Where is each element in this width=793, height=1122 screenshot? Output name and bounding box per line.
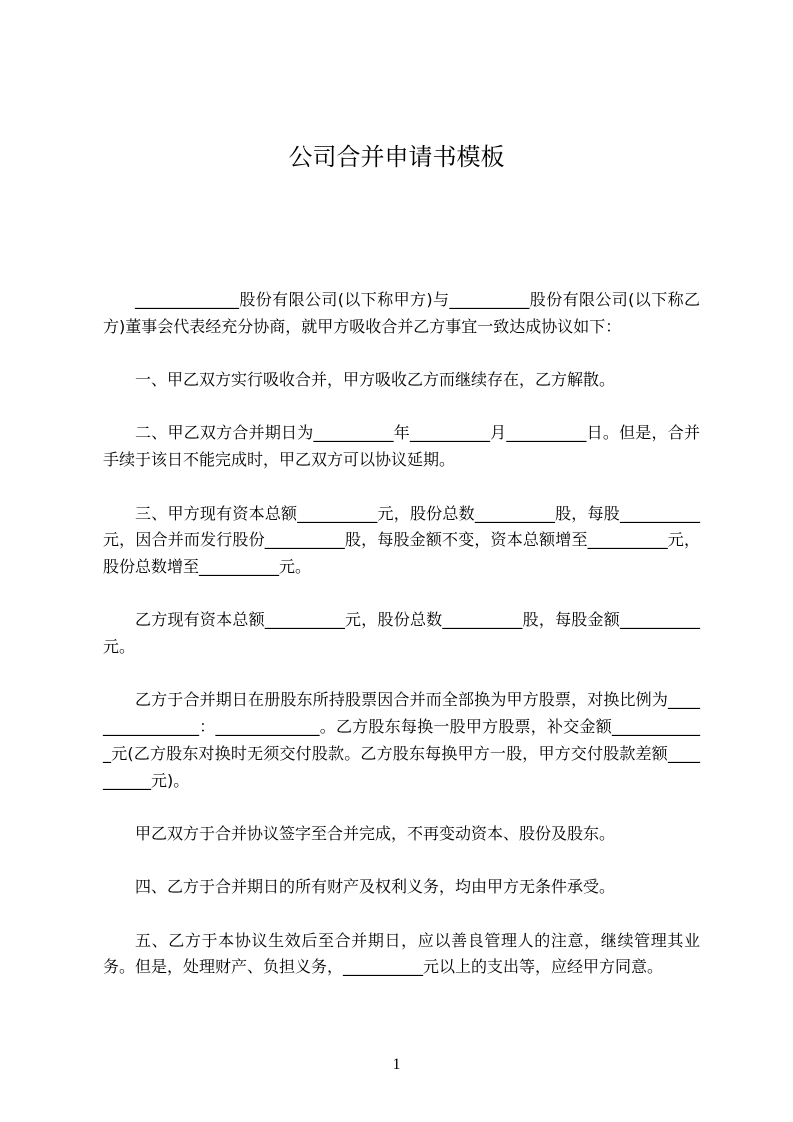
clause-3-no-change: 甲乙双方于合并协议签字至合并完成，不再变动资本、股份及股东。 (135, 823, 616, 843)
clause-3-party-b-capital: 乙方现有资本总额__________元，股份总数__________股，每股金额__________元。 (103, 610, 700, 657)
clause-1-merger-type: 一、甲乙双方实行吸收合并，甲方吸收乙方而继续存在，乙方解散。 (135, 370, 616, 390)
document-body (103, 287, 700, 1008)
clause-2-merger-date: 二、甲乙双方合并期日为__________年__________月__________日。但是，合并手续于该日不能完成时，甲乙双方可以协议延期。 (103, 423, 700, 470)
clause-3-party-a-capital: 三、甲方现有资本总额__________元，股份总数__________股，每股__________元，因合并而发行股份__________股，每股金额不变，资本总额增至__________元，股份总数增至__________元。 (103, 503, 700, 576)
paragraph-intro: _____________股份有限公司(以下称甲方)与__________股份有限公司(以下称乙方)董事会代表经充分协商，就甲方吸收合并乙方事宜一致达成协议如下： (103, 290, 700, 336)
clause-4-assets-obligations: 四、乙方于合并期日的所有财产及权利义务，均由甲方无条件承受。 (135, 877, 616, 897)
clause-3-share-exchange: 乙方于合并期日在册股东所持股票因合并而全部换为甲方股票，对换比例为________________：_____________。乙方股东每换一股甲方股票，补交金额____________元(乙方股东对换时无须交付股款。乙方股东每换甲方一股，甲方交付股款差额__________元)。 (103, 690, 700, 790)
page-number: 1 (392, 1056, 401, 1073)
document-title: 公司合并申请书模板 (288, 143, 505, 171)
clause-5-interim-management: 五、乙方于本协议生效后至合并期日，应以善良管理人的注意，继续管理其业务。但是，处理财产、负担义务，__________元以上的支出等，应经甲方同意。 (103, 930, 700, 977)
